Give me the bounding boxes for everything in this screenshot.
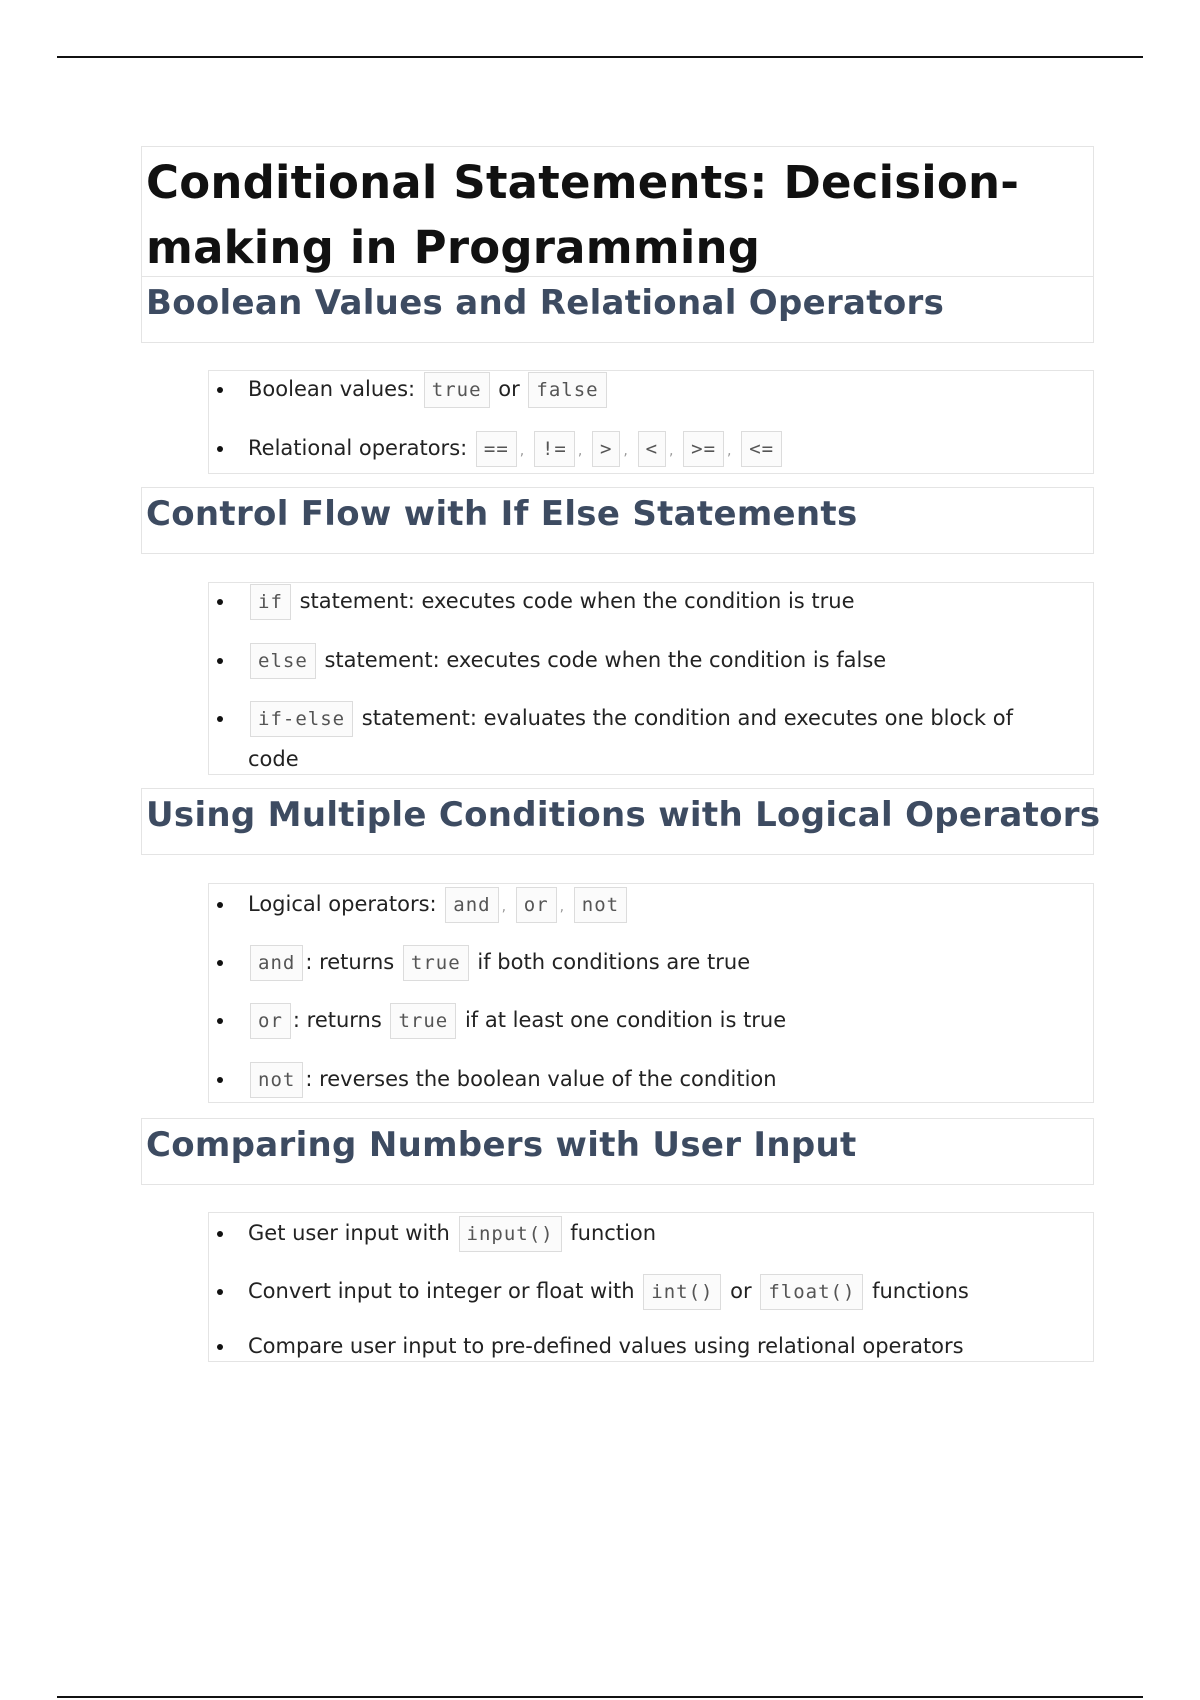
list-item: or : returns true if at least one condition is true bbox=[248, 1000, 786, 1041]
code-float: float() bbox=[760, 1274, 863, 1310]
section-1-heading: Boolean Values and Relational Operators bbox=[146, 283, 945, 323]
code-op: > bbox=[592, 431, 620, 467]
code-else: else bbox=[250, 643, 316, 679]
bottom-rule bbox=[57, 1696, 1143, 1698]
page-title: Conditional Statements: Decision-making in Programming bbox=[146, 156, 1020, 274]
code-false: false bbox=[528, 372, 606, 408]
list-item: Get user input with input() function bbox=[248, 1213, 656, 1254]
code-not: not bbox=[574, 887, 627, 923]
top-rule bbox=[57, 56, 1143, 58]
code-op: < bbox=[638, 431, 666, 467]
section-3-heading: Using Multiple Conditions with Logical Operators bbox=[146, 795, 1101, 835]
list-item: Relational operators: == , != , > , < , >= , <= bbox=[248, 428, 784, 471]
code-or: or bbox=[516, 887, 557, 923]
code-true: true bbox=[403, 945, 469, 981]
code-not: not bbox=[250, 1062, 303, 1098]
list-item: if statement: executes code when the condition is true bbox=[248, 581, 855, 622]
code-or: or bbox=[250, 1003, 291, 1039]
list-item: Compare user input to pre-defined values using relational operators bbox=[248, 1326, 964, 1366]
code-input: input() bbox=[459, 1216, 562, 1252]
code-op: != bbox=[534, 431, 575, 467]
code-op: == bbox=[476, 431, 517, 467]
list-item: and : returns true if both conditions are true bbox=[248, 942, 750, 983]
list-item: Convert input to integer or float with int() or float() functions bbox=[248, 1271, 969, 1312]
code-if-else: if-else bbox=[250, 701, 353, 737]
code-if: if bbox=[250, 584, 291, 620]
code-and: and bbox=[250, 945, 303, 981]
list-item: Logical operators: and , or , not bbox=[248, 884, 629, 927]
code-true: true bbox=[390, 1003, 456, 1039]
section-4-heading: Comparing Numbers with User Input bbox=[146, 1125, 857, 1165]
section-2-heading: Control Flow with If Else Statements bbox=[146, 494, 858, 534]
code-op: >= bbox=[683, 431, 724, 467]
code-int: int() bbox=[643, 1274, 721, 1310]
code-and: and bbox=[445, 887, 498, 923]
list-item: else statement: executes code when the condition is false bbox=[248, 640, 886, 681]
code-op: <= bbox=[741, 431, 782, 467]
list-item: if-else statement: evaluates the condition and executes one block of code bbox=[248, 698, 1048, 779]
list-item: Boolean values: true or false bbox=[248, 369, 609, 410]
list-item: not : reverses the boolean value of the condition bbox=[248, 1059, 777, 1100]
code-true: true bbox=[424, 372, 490, 408]
